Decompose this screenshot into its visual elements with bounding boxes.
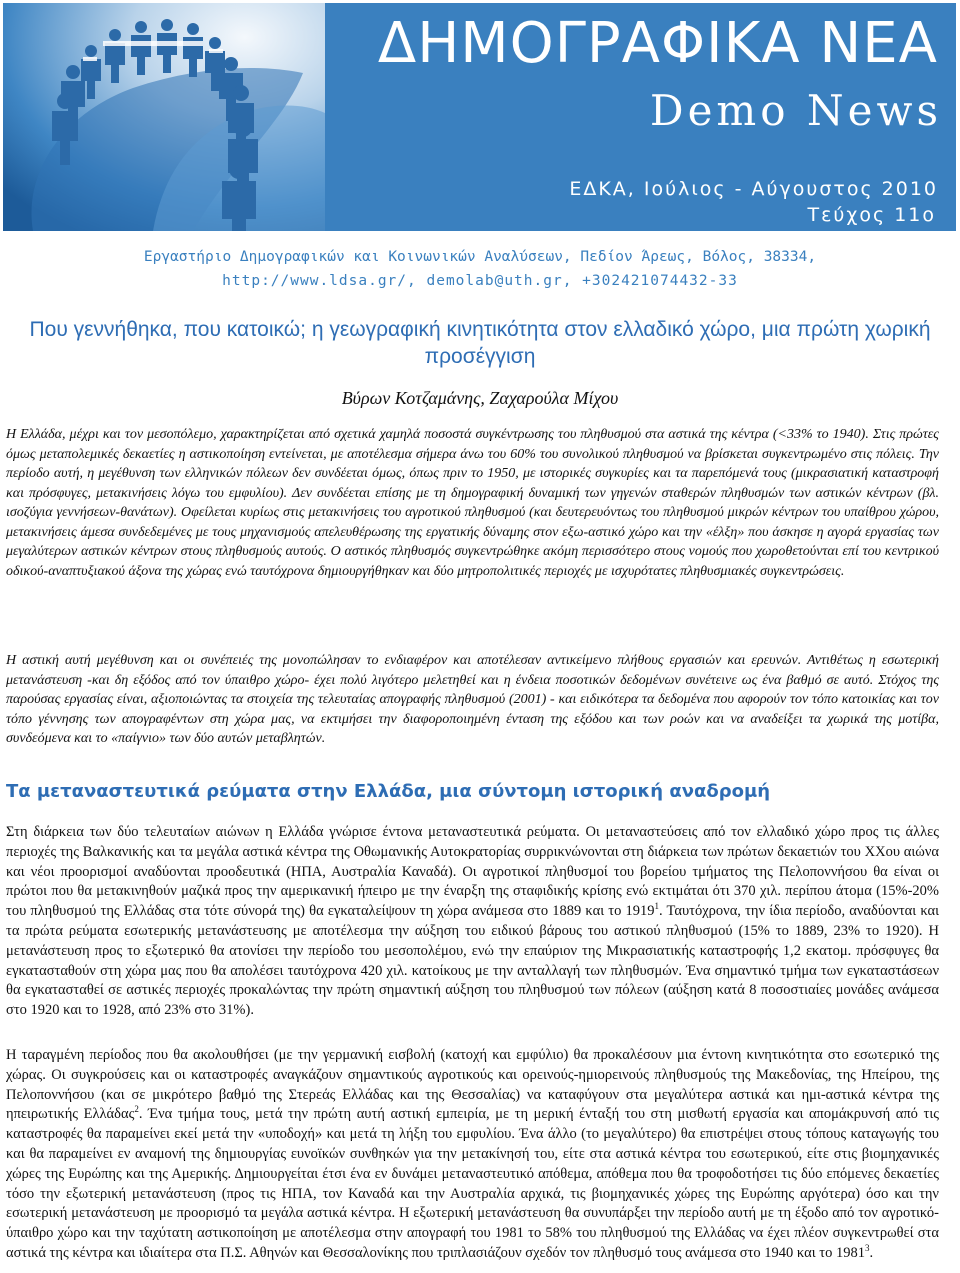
section-heading: Τα μεταναστευτικά ρεύματα στην Ελλάδα, μια σύντομη ιστορική αναδρομή (6, 781, 771, 802)
article-paragraph: Η Ελλάδα, μέχρι και τον μεσοπόλεμο, χαρακτηρίζεται από σχετικά χαμηλά ποσοστά συγκέντρωσης του πληθυσμού στα αστικά της κέντρα (<33% το 1940). Στις πρώτες όμως μεταπολεμικές δεκαετίες η αστικοποίηση εντείνεται, με αποτέλεσμα σήμερα άνω του 60% του συνολικού πληθυσμού να βρίσκεται συγκεντρωμένο στις πόλεις. Την περίοδο αυτή, η μεγέθυνση των ελληνικών πόλεων δεν συνδέεται όμως, όπως πριν το 1950, με ιστορικές συγκυρίες και τα παρεπόμενά τους (μικρασιατική καταστροφή και πρόσφυγες, μετακινήσεις λόγω του εμφυλίου). Δεν συνδέεται επίσης με τη δημογραφική δυναμική των γηγενών σταθερών πληθυσμών των αστικών κέντρων (βλ. ισοζύγια γεννήσεων-θανάτων). Οφείλεται κυρίως στις μετακινήσεις του αγροτικού πληθυσμού (και δευτερευόντως του πληθυσμού μικρών κέντρων του υπαίθρου χώρου, μετακινήσεις άμεσα συνδεδεμένες με τους μηχανισμούς απελευθέρωσης της εργατικής δύναμης στον εξω-αστικό χώρο και την «έλξη» που άσκησε η αγορά εργασίας των μεγαλύτερων αστικών κέντρων στους πληθυσμούς αυτούς. Ο αστικός πληθυσμός συγκεντρώθηκε ακόμη περισσότερο στους νομούς που χωροθετούνται επί του κεντρικού οδικού-αναπτυξιακού άξονα της χώρας ενώ ταυτόχρονα δημιουργήθηκαν και δύο μητροπολιτικές περιοχές με ισχυρότατες πληθυσμιακές συγκεντρώσεις. (6, 427, 939, 579)
section-paragraph (6, 1046, 939, 1264)
article-title: Που γεννήθηκα, που κατοικώ; η γεωγραφική κινητικότητα στον ελλαδικό χώρο, μια πρώτη χωρική προσέγγιση (29, 318, 931, 368)
paragraph-text: Στη διάρκεια των δύο τελευταίων αιώνων η Ελλάδα γνώρισε έντονα μεταναστευτικά ρεύματα. Οι μεταναστεύσεις από τον ελλαδικό χώρο προς τις άλλες περιοχές της Βαλκανικής και τα μεγάλα αστικά κέντρα της Οθωμανικής Αυτοκρατορίας συρρικνώνονται στη διάρκεια των πρώτων δεκαετιών του XXου αιώνα και νέοι προορισμοί αναδύονται προοδευτικά (ΗΠΑ, Αυστραλία Καναδά). Οι αγροτικοί πληθυσμοί του βορείου τμήματος της Πελοποννήσου θα είναι οι πρώτοι που θα μετακινηθούν μαζικά προς την αμερικανική ήπειρο με την έναρξη της σταφιδικής κρίσης ενώ εκτιμάται ότι 370 χιλ. περίπου άτομα (15%-20% του πληθυσμού της Ελλάδας στα τότε σύνορά της) θα εγκαταλείψουν τη χώρα ανάμεσα στο 1889 και το 1919 (6, 824, 939, 920)
article-paragraph: Η αστική αυτή μεγέθυνση και οι συνέπειές της μονοπώλησαν το ενδιαφέρον και αποτέλεσαν αντικείμενο πλήθους εργασιών και ερευνών. Αντιθέτως η εσωτερική μετανάστευση -και δη εξόδος από τον ύπαιθρο χώρο- έχει πολύ λιγότερο μελετηθεί και η ένδεια ποσοτικών δεδομένων συνέτεινε ως ένα βαθμό σε αυτό. Στόχος της παρούσας εργασίας είναι, αξιοποιώντας τα στοιχεία της τελευταίας απογραφής πληθυσμού (2001) - και ειδικότερα τα δεδομένα που αφορούν τον τόπο κατοικίας και τον τόπο γέννησης των απογραφέντων στη χώρα μας, να εκτιμήσει την διαφοροποιημένη ένταση της εξόδου και των ροών και να αναδείξει τα χωρικά της μοτίβα, συνδεόμενα και το «παίγνιο» των δύο αυτών μεταβλητών. (6, 653, 939, 746)
paragraph-text: . Ταυτόχρονα, την ίδια περίοδο, αναδύονται και τα πρώτα ρεύματα εσωτερικής μετανάστευσης με αποτέλεσμα την αύξηση του ειδικού βάρους του αστικού πληθυσμού (15% το 1889, 23% το 1920). Η μετανάστευση προς το εξωτερικό θα ατονίσει την περίοδο του μεσοπολέμου, ενώ την επαύριον της Μικρασιατικής καταστροφής 1,2 εκατομ. πρόσφυγες θα εγκατασταθούν στη χώρα μας που θα απολέσει ταυτόχρονα 420 χιλ. κατοίκους με την ανταλλαγή των πληθυσμών. Ένα σημαντικό τμήμα των εγκαταστάσεων θα εγκατασταθεί σε αστικές περιοχές προκαλώντας την πρώτη σημαντική αύξηση του πληθυσμού των πόλεων (αύξηση κατά 8 ποσοστιαίες μονάδες ανάμεσα στο 1920 και το 1928, από 23% στο 31%). (6, 903, 939, 1019)
contact-block (0, 245, 960, 293)
contact-links: http://www.ldsa.gr/, demolab@uth.gr, +302421074432-33 (222, 273, 738, 289)
issue-number: Τεύχος 11ο (807, 204, 936, 226)
edition-line: ΕΔΚΑ, Ιούλιος - Αύγουστος 2010 (569, 178, 938, 200)
newsletter-title-english: Demo News (649, 86, 942, 135)
paragraph-text: . (869, 1244, 874, 1261)
newsletter-title-greek: ΔΗΜΟΓΡΑΦΙΚΑ ΝΕΑ (377, 11, 938, 76)
footnote-ref[interactable]: 2 (134, 1104, 139, 1115)
footnote-ref[interactable]: 1 (654, 901, 659, 912)
paragraph-text: . Ένα τμήμα τους, μετά την πρώτη αυτή αστική εμπειρία, με τη μερική ένταξή του στη μισθωτή εργασία και απομάκρυνσή από τις καταστροφές θα παραμείνει εκεί μετά την «υποδοχή» και μετά τη λήξη του εμφυλίου. Ένα άλλο (το μεγαλύτερο) θα επιστρέψει στους τόπους καταγωγής του και θα παραμείνει εν αναμονή της δημιουργίας ευνοϊκών συνθηκών για την μετακίνησή του, είτε στα αστικά κέντρα του εσωτερικού, είτε στις βιομηχανικές χώρες της Ευρώπης και της Αμερικής. Δημιουργείται έτσι ένα εν δυνάμει μεταναστευτικό απόθεμα, απόθεμα που θα τροφοδοτήσει τις δύο επόμενες δεκαετίες τόσο την εξωτερική μετανάστευση (προς τις ΗΠΑ, τον Καναδά και την Αυστραλία αρχικά, τις βιομηχανικές χώρες της Ευρώπης αργότερα) όσο και την εσωτερική μετανάστευση με προορισμό τα μεγάλα αστικά κέντρα. Η εξωτερική μετανάστευση θα συνυπάρξει την περίοδο αυτή με τη έξοδο από τον αγροτικό-ύπαιθρο χώρο και την ταχύτατη αστικοποίηση με αποτέλεσμα στην απογραφή του 1981 το 58% του πληθυσμού της Ελλάδας να έχει πλέον συγκεντρωθεί στα αστικά της κέντρα και ιδιαίτερα στα Π.Σ. Αθηνών και Θεσσαλονίκης που τριπλασιάζουν σχεδόν τον πληθυσμό τους ανάμεσα στο 1940 και το 1981 (6, 1106, 939, 1261)
paragraph-text: Η ταραγμένη περίοδος που θα ακολουθήσει (με την γερμανική εισβολή (κατοχή και εμφύλιο) θα προκαλέσουν μια έντονη κινητικότητα στο εσωτερικό της χώρας. Οι συγκρούσεις και οι καταστροφές αναγκάζουν σημαντικούς αγροτικούς και ορεινούς-ημιορεινούς πληθυσμούς της Μακεδονίας, της Ηπείρου, της Πελοποννήσου (και σε μικρότερο βαθμό της Στερεάς Ελλάδας και της Θεσσαλίας) να καταφύγουν στα μεγαλύτερα αστικά και ημι-αστικά κέντρα της ηπειρωτικής Ελλάδας (6, 1047, 939, 1123)
masthead-banner (3, 3, 956, 231)
contact-address: Εργαστήριο Δημογραφικών και Κοινωνικών Αναλύσεων, Πεδίον Άρεως, Βόλος, 38334, (143, 249, 817, 265)
section-paragraph (6, 823, 939, 1021)
article-authors: Βύρων Κοτζαμάνης, Ζαχαρούλα Μίχου (341, 388, 619, 408)
footnote-ref[interactable]: 3 (864, 1243, 870, 1254)
paper-people-chain-photo (3, 3, 325, 231)
